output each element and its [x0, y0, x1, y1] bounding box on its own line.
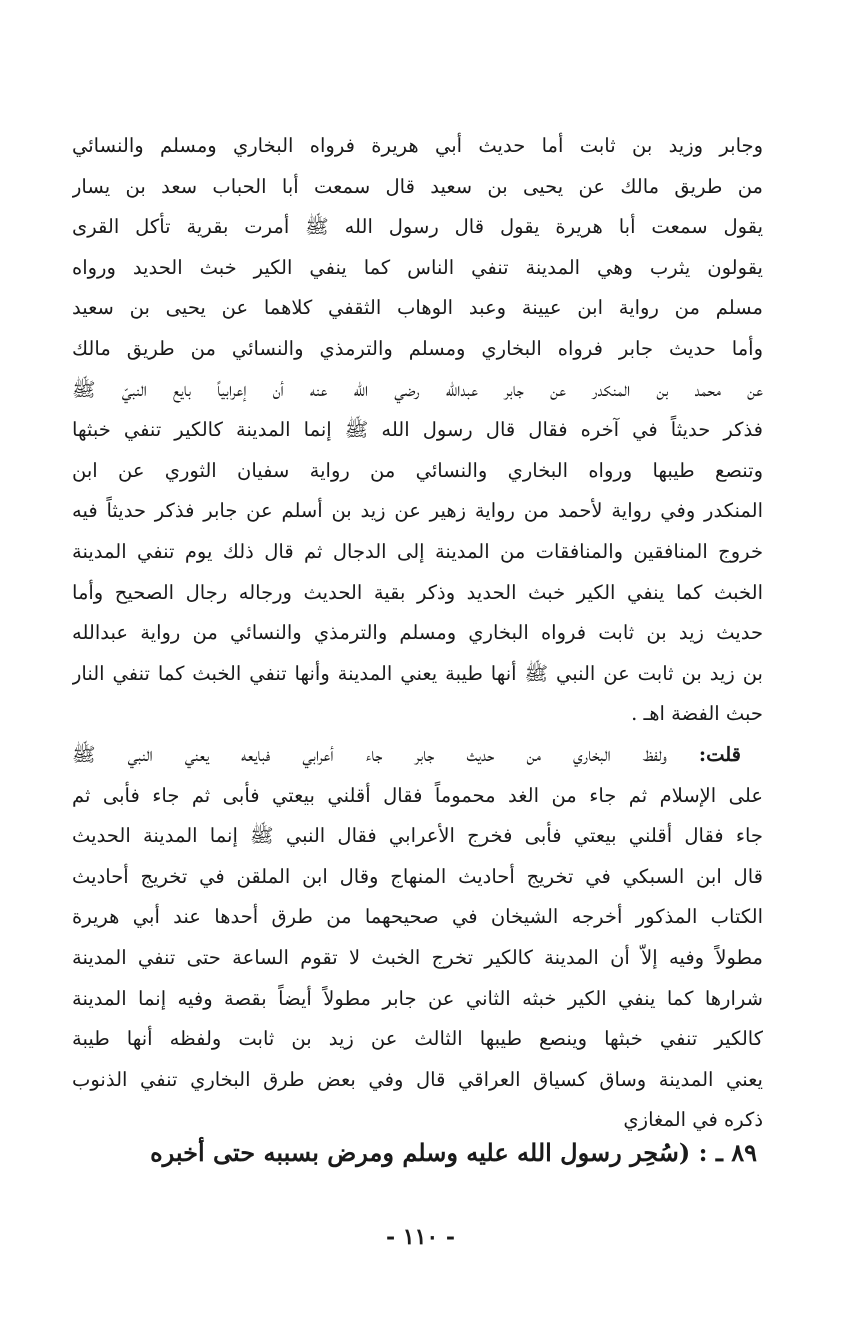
text-line: شرارها كما ينفي الكير خبثه الثاني عن جابر مطولاً أيضاً بقصة وفيه إنما المدينة [72, 986, 763, 1010]
text-line: بن زيد بن ثابت عن النبي ﷺ أنها طيبة يعني المدينة وأنها تنفي الخبث كما تنفي النار [72, 661, 763, 685]
text-line: حبث الفضة اهـ . [631, 702, 763, 726]
text-line: عن محمد بن المنكدر عن جابر عبدالله رضي الله عنه أن إعرابياً بايع النبيّ ﷺ [72, 377, 763, 401]
text-line: المنكدر وفي رواية لأحمد من رواية زهير عن زيد بن أسلم عن جابر فذكر حديثاً فيه [72, 499, 763, 523]
page-number: - ١١٠ - [385, 1224, 456, 1250]
paragraph-hadith-sources [72, 126, 763, 735]
first-line-text: ولفظ البخاري من حديث جابر جاء أعرابي فبايعه يعني النبي ﷺ [72, 743, 667, 766]
text-line: قال ابن السبكي في تخريج أحاديث المنهاج وقال ابن الملقن في تخريج أحاديث [72, 864, 763, 888]
text-line: مطولاً وفيه إلاّ أن المدينة كالكير تخرج الخبث لا تقوم الساعة حتى تنفي المدينة [72, 945, 763, 969]
text-line: جاء فقال أقلني بيعتي فأبى فخرج الأعرابي فقال النبي ﷺ إنما المدينة الحديث [72, 824, 763, 848]
text-line: على الإسلام ثم جاء من الغد محموماً فقال أقلني بيعتي فأبى ثم جاء فأبى ثم [72, 783, 763, 807]
lead-word: قلت: [698, 743, 741, 766]
text-line: فذكر حديثاً في آخره فقال قال رسول الله ﷺ إنما المدينة كالكير تنفي خبثها [72, 418, 763, 442]
text-line: مسلم من رواية ابن عيينة وعبد الوهاب الثقفي كلاهما عن يحيى بن سعيد [72, 296, 763, 320]
text-line: الكتاب المذكور أخرجه الشيخان في صحيحهما من طرق أحدها عند أبي هريرة [72, 905, 763, 929]
text-line: من طريق مالك عن يحيى بن سعيد قال سمعت أبا الحباب سعد بن يسار [72, 174, 763, 198]
text-line-first [72, 735, 763, 776]
paragraph-commentary [72, 735, 763, 1141]
text-line: وجابر وزيد بن ثابت أما حديث أبي هريرة فرواه البخاري ومسلم والنسائي [72, 134, 763, 157]
text-line: الخبث كما ينفي الكير خبث الحديد وذكر بقية الحديث ورجاله رجال الصحيح وأما [72, 580, 763, 604]
text-line: يقول سمعت أبا هريرة يقول قال رسول الله ﷺ أمرت بقرية تأكل القرى [72, 215, 763, 239]
text-line: يقولون يثرب وهي المدينة تنفي الناس كما ينفي الكير خبث الحديد ورواه [72, 255, 763, 279]
section-heading: ٨٩ ـ : (سُحِر رسول الله عليه وسلم ومرض بسببه حتى أخبره [150, 1138, 757, 1167]
text-line: ذكره في المغازي [623, 1108, 763, 1132]
text-line: وأما حديث جابر فرواه البخاري ومسلم والترمذي والنسائي من طريق مالك [72, 336, 763, 360]
text-line: حديث زيد بن ثابت فرواه البخاري ومسلم والترمذي والنسائي من رواية عبدالله [72, 621, 763, 645]
text-line: وتنصع طيبها ورواه البخاري والنسائي من رواية سفيان الثوري عن ابن [72, 458, 763, 482]
text-line: يعني المدينة وساق كسياق العراقي قال وفي بعض طرق البخاري تنفي الذنوب [72, 1067, 763, 1091]
text-line: خروج المنافقين والمنافقات من المدينة إلى الدجال ثم قال ذلك يوم تنفي المدينة [72, 539, 763, 563]
text-line: كالكير تنفي خبثها وينصع طيبها الثالث عن زيد بن ثابت ولفظه أنها طيبة [72, 1027, 763, 1051]
